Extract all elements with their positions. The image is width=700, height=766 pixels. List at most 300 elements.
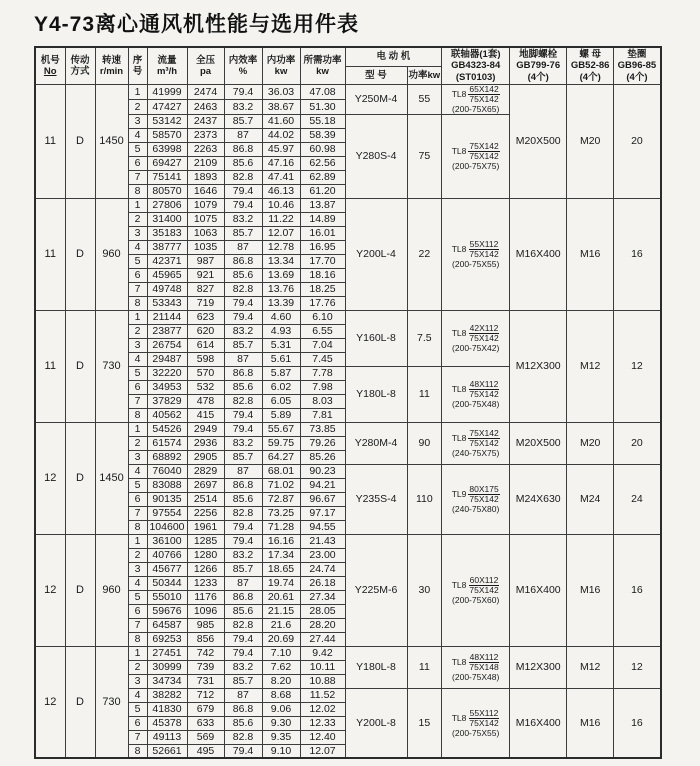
cell-speed: 1450: [95, 85, 128, 199]
cell-required-power: 47.08: [300, 85, 345, 100]
cell-efficiency: 85.6: [224, 380, 262, 394]
coupling-main: [452, 429, 500, 448]
coupling-note: (200-75X48): [452, 398, 500, 409]
header-line: GB4323-84: [451, 60, 501, 72]
header-line: r/min: [99, 66, 124, 78]
cell-coupling: [442, 366, 510, 422]
cell-internal-power: 64.27: [262, 450, 300, 464]
cell-efficiency: 83.2: [224, 212, 262, 226]
cell-flow: 54526: [147, 422, 187, 436]
header-line: 内效率: [228, 54, 258, 66]
cell-required-power: 61.20: [300, 184, 345, 198]
cell-internal-power: 59.75: [262, 436, 300, 450]
cell-coupling: [442, 422, 510, 464]
cell-efficiency: 82.8: [224, 282, 262, 296]
cell-seq: 8: [128, 632, 147, 646]
col-washer: [614, 47, 661, 85]
cell-seq: 4: [128, 576, 147, 590]
coupling-note: (200-75X75): [452, 160, 500, 171]
cell-internal-power: 10.46: [262, 198, 300, 212]
header-line: 功率kw: [408, 69, 441, 81]
cell-efficiency: 83.2: [224, 324, 262, 338]
cell-efficiency: 86.8: [224, 590, 262, 604]
cell-motor-power: 15: [407, 688, 442, 758]
cell-pressure: 1075: [187, 212, 224, 226]
col-motor: [345, 47, 442, 66]
cell-seq: 3: [128, 114, 147, 128]
cell-required-power: 90.23: [300, 464, 345, 478]
header-line: 垫圈: [627, 49, 647, 60]
cell-internal-power: 7.10: [262, 646, 300, 660]
cell-anchor-bolt: M20X500: [510, 85, 567, 199]
cell-pressure: 620: [187, 324, 224, 338]
cell-required-power: 7.78: [300, 366, 345, 380]
coupling-note: (200-75X60): [452, 594, 500, 605]
cell-flow: 45965: [147, 268, 187, 282]
cell-pressure: 2109: [187, 156, 224, 170]
coupling-fraction-numerator: 48X112: [469, 652, 499, 663]
cell-pressure: 985: [187, 618, 224, 632]
cell-required-power: 9.42: [300, 646, 345, 660]
cell-internal-power: 36.03: [262, 85, 300, 100]
coupling-fraction-numerator: 80X175: [469, 484, 499, 495]
cell-efficiency: 79.4: [224, 85, 262, 100]
cell-efficiency: 85.6: [224, 156, 262, 170]
cell-efficiency: 79.4: [224, 184, 262, 198]
cell-required-power: 18.16: [300, 268, 345, 282]
cell-flow: 27806: [147, 198, 187, 212]
cell-motor-power: 30: [407, 534, 442, 646]
cell-seq: 3: [128, 450, 147, 464]
coupling-main: [452, 142, 500, 161]
cell-pressure: 987: [187, 254, 224, 268]
cell-internal-power: 12.07: [262, 226, 300, 240]
cell-internal-power: 13.34: [262, 254, 300, 268]
cell-efficiency: 85.7: [224, 674, 262, 688]
coupling-fraction: [468, 485, 499, 504]
cell-required-power: 12.07: [300, 744, 345, 758]
coupling-type-label: TL8: [451, 580, 467, 590]
cell-seq: 7: [128, 170, 147, 184]
cell-efficiency: 85.7: [224, 562, 262, 576]
cell-pressure: 478: [187, 394, 224, 408]
cell-pressure: 731: [187, 674, 224, 688]
cell-pressure: 2697: [187, 478, 224, 492]
cell-required-power: 96.67: [300, 492, 345, 506]
cell-seq: 5: [128, 590, 147, 604]
header-line: 转速: [101, 54, 121, 66]
cell-required-power: 7.45: [300, 352, 345, 366]
cell-flow: 80570: [147, 184, 187, 198]
header-line: 内功率: [266, 54, 296, 66]
cell-seq: 1: [128, 198, 147, 212]
cell-pressure: 712: [187, 688, 224, 702]
cell-seq: 5: [128, 366, 147, 380]
cell-internal-power: 5.89: [262, 408, 300, 422]
cell-required-power: 8.03: [300, 394, 345, 408]
cell-motor-model: Y180L-8: [345, 646, 407, 688]
coupling-note: (200-75X48): [452, 671, 500, 682]
header-line: 传动: [70, 54, 90, 66]
cell-required-power: 62.56: [300, 156, 345, 170]
cell-seq: 2: [128, 660, 147, 674]
header-line: pa: [199, 66, 212, 78]
cell-seq: 6: [128, 268, 147, 282]
cell-internal-power: 41.60: [262, 114, 300, 128]
header-line: 全压: [195, 54, 215, 66]
page-title: Y4-73离心通风机性能与选用件表: [34, 13, 360, 36]
cell-efficiency: 79.4: [224, 520, 262, 534]
coupling-fraction: [468, 576, 499, 595]
cell-efficiency: 86.8: [224, 366, 262, 380]
cell-internal-power: 16.16: [262, 534, 300, 548]
cell-efficiency: 82.8: [224, 394, 262, 408]
coupling-type-label: TL8: [451, 433, 467, 443]
coupling-spec: [442, 485, 509, 514]
cell-speed: 960: [95, 198, 128, 310]
col-power: [262, 47, 300, 85]
coupling-fraction: [468, 85, 499, 104]
cell-internal-power: 5.31: [262, 338, 300, 352]
cell-seq: 1: [128, 310, 147, 324]
cell-internal-power: 9.06: [262, 702, 300, 716]
coupling-main: [452, 380, 500, 399]
cell-internal-power: 9.35: [262, 730, 300, 744]
cell-efficiency: 87: [224, 464, 262, 478]
cell-internal-power: 7.62: [262, 660, 300, 674]
cell-required-power: 7.98: [300, 380, 345, 394]
cell-washer: 16: [614, 198, 661, 310]
cell-pressure: 598: [187, 352, 224, 366]
header-line: 机号: [40, 54, 60, 66]
cell-internal-power: 12.78: [262, 240, 300, 254]
cell-required-power: 10.88: [300, 674, 345, 688]
col-flow: [147, 47, 187, 85]
coupling-fraction-denominator: 75X142: [469, 332, 499, 343]
cell-required-power: 28.20: [300, 618, 345, 632]
cell-flow: 35183: [147, 226, 187, 240]
col-nut: [567, 47, 614, 85]
cell-seq: 7: [128, 730, 147, 744]
cell-efficiency: 79.4: [224, 744, 262, 758]
cell-required-power: 60.98: [300, 142, 345, 156]
col-pressure: [187, 47, 224, 85]
cell-motor-model: Y235S-4: [345, 464, 407, 534]
cell-flow: 41999: [147, 85, 187, 100]
cell-required-power: 14.89: [300, 212, 345, 226]
coupling-type-label: TL8: [451, 146, 467, 156]
cell-internal-power: 21.15: [262, 604, 300, 618]
cell-flow: 83088: [147, 478, 187, 492]
cell-anchor-bolt: M16X400: [510, 688, 567, 758]
coupling-type-label: TL8: [451, 384, 467, 394]
cell-pressure: 742: [187, 646, 224, 660]
cell-efficiency: 79.4: [224, 646, 262, 660]
coupling-spec: [442, 709, 509, 738]
cell-flow: 40562: [147, 408, 187, 422]
col-seq: [128, 47, 147, 85]
cell-required-power: 6.55: [300, 324, 345, 338]
cell-flow: 53343: [147, 296, 187, 310]
coupling-fraction-denominator: 75X142: [469, 94, 499, 105]
cell-internal-power: 13.76: [262, 282, 300, 296]
cell-seq: 7: [128, 394, 147, 408]
cell-coupling: [442, 114, 510, 198]
cell-machine-no: 11: [35, 310, 65, 422]
cell-seq: 6: [128, 492, 147, 506]
cell-efficiency: 87: [224, 352, 262, 366]
cell-pressure: 739: [187, 660, 224, 674]
header-line: 流量: [157, 54, 177, 66]
cell-internal-power: 6.02: [262, 380, 300, 394]
cell-internal-power: 73.25: [262, 506, 300, 520]
cell-coupling: [442, 464, 510, 534]
cell-motor-power: 11: [407, 366, 442, 422]
cell-efficiency: 82.8: [224, 170, 262, 184]
header-line: 方式: [70, 66, 90, 78]
cell-nut: M12: [567, 310, 614, 422]
col-efficiency: [224, 47, 262, 85]
cell-washer: 16: [614, 688, 661, 758]
cell-machine-no: 11: [35, 85, 65, 199]
cell-seq: 5: [128, 478, 147, 492]
cell-efficiency: 82.8: [224, 730, 262, 744]
cell-required-power: 58.39: [300, 128, 345, 142]
cell-internal-power: 72.87: [262, 492, 300, 506]
cell-motor-model: Y200L-8: [345, 688, 407, 758]
cell-seq: 4: [128, 688, 147, 702]
cell-anchor-bolt: M12X300: [510, 646, 567, 688]
header-line: %: [238, 66, 248, 78]
header-line: (4个): [579, 71, 601, 83]
col-motor-model: [345, 66, 407, 85]
cell-seq: 4: [128, 128, 147, 142]
coupling-type-label: TL8: [451, 328, 467, 338]
cell-flow: 49748: [147, 282, 187, 296]
cell-internal-power: 47.41: [262, 170, 300, 184]
cell-seq: 2: [128, 436, 147, 450]
cell-pressure: 679: [187, 702, 224, 716]
coupling-main: [452, 709, 500, 728]
cell-seq: 6: [128, 156, 147, 170]
cell-flow: 45677: [147, 562, 187, 576]
cell-seq: 2: [128, 212, 147, 226]
cell-seq: 5: [128, 142, 147, 156]
cell-efficiency: 82.8: [224, 506, 262, 520]
cell-pressure: 2905: [187, 450, 224, 464]
cell-seq: 4: [128, 464, 147, 478]
cell-machine-no: 12: [35, 422, 65, 534]
cell-required-power: 28.05: [300, 604, 345, 618]
cell-required-power: 10.11: [300, 660, 345, 674]
cell-speed: 730: [95, 310, 128, 422]
header-line: 号: [132, 66, 143, 78]
cell-pressure: 1063: [187, 226, 224, 240]
cell-required-power: 24.74: [300, 562, 345, 576]
coupling-fraction: [468, 324, 499, 343]
cell-nut: M20: [567, 422, 614, 464]
cell-pressure: 569: [187, 730, 224, 744]
cell-efficiency: 79.4: [224, 632, 262, 646]
cell-required-power: 79.26: [300, 436, 345, 450]
cell-motor-power: 7.5: [407, 310, 442, 366]
cell-motor-model: Y200L-4: [345, 198, 407, 310]
cell-internal-power: 55.67: [262, 422, 300, 436]
cell-speed: 1450: [95, 422, 128, 534]
cell-internal-power: 46.13: [262, 184, 300, 198]
cell-nut: M16: [567, 198, 614, 310]
col-no: [35, 47, 65, 85]
cell-required-power: 7.04: [300, 338, 345, 352]
cell-coupling: [442, 85, 510, 115]
cell-motor-model: Y280M-4: [345, 422, 407, 464]
cell-washer: 12: [614, 646, 661, 688]
table-row: [35, 688, 661, 702]
cell-pressure: 1893: [187, 170, 224, 184]
cell-internal-power: 13.69: [262, 268, 300, 282]
cell-flow: 64587: [147, 618, 187, 632]
col-anchor-bolt: [510, 47, 567, 85]
table-body: [35, 85, 661, 759]
cell-flow: 30999: [147, 660, 187, 674]
cell-required-power: 16.01: [300, 226, 345, 240]
header-line: m³/h: [156, 66, 178, 78]
coupling-fraction-numerator: 60X112: [469, 575, 499, 586]
cell-coupling: [442, 198, 510, 310]
coupling-fraction-denominator: 75X142: [469, 437, 499, 448]
cell-efficiency: 86.8: [224, 254, 262, 268]
cell-required-power: 18.25: [300, 282, 345, 296]
cell-flow: 59676: [147, 604, 187, 618]
cell-seq: 2: [128, 548, 147, 562]
cell-efficiency: 79.4: [224, 296, 262, 310]
cell-speed: 960: [95, 534, 128, 646]
cell-seq: 8: [128, 744, 147, 758]
coupling-spec: [442, 576, 509, 605]
header-line: GB96-85: [617, 60, 657, 72]
cell-pressure: 2373: [187, 128, 224, 142]
cell-required-power: 26.18: [300, 576, 345, 590]
cell-anchor-bolt: M20X500: [510, 422, 567, 464]
header-line: (ST0103): [455, 71, 496, 83]
col-coupling: [442, 47, 510, 85]
table-row: [35, 534, 661, 548]
cell-efficiency: 79.4: [224, 408, 262, 422]
cell-efficiency: 85.6: [224, 268, 262, 282]
cell-anchor-bolt: M16X400: [510, 534, 567, 646]
cell-pressure: 2263: [187, 142, 224, 156]
coupling-fraction-numerator: 42X112: [469, 323, 499, 334]
cell-flow: 31400: [147, 212, 187, 226]
cell-seq: 7: [128, 618, 147, 632]
cell-drive-mode: D: [65, 422, 95, 534]
cell-flow: 26754: [147, 338, 187, 352]
coupling-spec: [442, 324, 509, 353]
cell-flow: 49113: [147, 730, 187, 744]
cell-nut: M16: [567, 534, 614, 646]
cell-coupling: [442, 310, 510, 366]
cell-required-power: 51.30: [300, 100, 345, 115]
cell-flow: 50344: [147, 576, 187, 590]
cell-flow: 68892: [147, 450, 187, 464]
cell-efficiency: 86.8: [224, 478, 262, 492]
cell-motor-model: Y160L-8: [345, 310, 407, 366]
cell-motor-model: Y180L-8: [345, 366, 407, 422]
cell-flow: 37829: [147, 394, 187, 408]
cell-flow: 76040: [147, 464, 187, 478]
cell-internal-power: 21.6: [262, 618, 300, 632]
table-row: [35, 464, 661, 478]
cell-seq: 3: [128, 338, 147, 352]
cell-internal-power: 4.60: [262, 310, 300, 324]
performance-table: [34, 46, 662, 759]
cell-internal-power: 45.97: [262, 142, 300, 156]
coupling-note: (240-75X80): [452, 503, 500, 514]
cell-required-power: 16.95: [300, 240, 345, 254]
coupling-type-label: TL8: [451, 657, 467, 667]
header-line: No: [43, 66, 57, 78]
cell-flow: 23877: [147, 324, 187, 338]
cell-internal-power: 18.65: [262, 562, 300, 576]
cell-motor-power: 11: [407, 646, 442, 688]
cell-seq: 1: [128, 534, 147, 548]
cell-internal-power: 19.74: [262, 576, 300, 590]
cell-nut: M24: [567, 464, 614, 534]
cell-efficiency: 85.7: [224, 338, 262, 352]
header-line: GB799-76: [516, 60, 561, 72]
coupling-fraction-numerator: 48X112: [469, 379, 499, 390]
cell-flow: 38777: [147, 240, 187, 254]
cell-internal-power: 4.93: [262, 324, 300, 338]
header-line: 电 动 机: [376, 51, 411, 63]
header-line: 型 号: [365, 69, 387, 81]
cell-seq: 1: [128, 422, 147, 436]
cell-flow: 104600: [147, 520, 187, 534]
cell-pressure: 1280: [187, 548, 224, 562]
cell-internal-power: 38.67: [262, 100, 300, 115]
cell-required-power: 55.18: [300, 114, 345, 128]
cell-pressure: 614: [187, 338, 224, 352]
cell-pressure: 856: [187, 632, 224, 646]
cell-efficiency: 85.6: [224, 604, 262, 618]
cell-motor-model: Y280S-4: [345, 114, 407, 198]
cell-pressure: 2936: [187, 436, 224, 450]
coupling-fraction-numerator: 75X142: [469, 428, 499, 439]
coupling-main: [452, 240, 500, 259]
coupling-spec: [442, 653, 509, 682]
coupling-fraction-denominator: 75X142: [469, 248, 499, 259]
cell-efficiency: 79.4: [224, 310, 262, 324]
cell-efficiency: 85.7: [224, 114, 262, 128]
cell-required-power: 12.40: [300, 730, 345, 744]
coupling-main: [452, 324, 500, 343]
cell-pressure: 2437: [187, 114, 224, 128]
cell-seq: 6: [128, 380, 147, 394]
cell-internal-power: 9.30: [262, 716, 300, 730]
col-motor-power: [407, 66, 442, 85]
cell-efficiency: 83.2: [224, 100, 262, 115]
coupling-main: [452, 576, 500, 595]
cell-internal-power: 44.02: [262, 128, 300, 142]
cell-motor-model: Y250M-4: [345, 85, 407, 115]
cell-pressure: 2829: [187, 464, 224, 478]
cell-pressure: 415: [187, 408, 224, 422]
coupling-type-label: TL8: [451, 89, 467, 100]
cell-seq: 5: [128, 254, 147, 268]
cell-pressure: 2256: [187, 506, 224, 520]
coupling-fraction-denominator: 75X142: [469, 717, 499, 728]
cell-flow: 58570: [147, 128, 187, 142]
